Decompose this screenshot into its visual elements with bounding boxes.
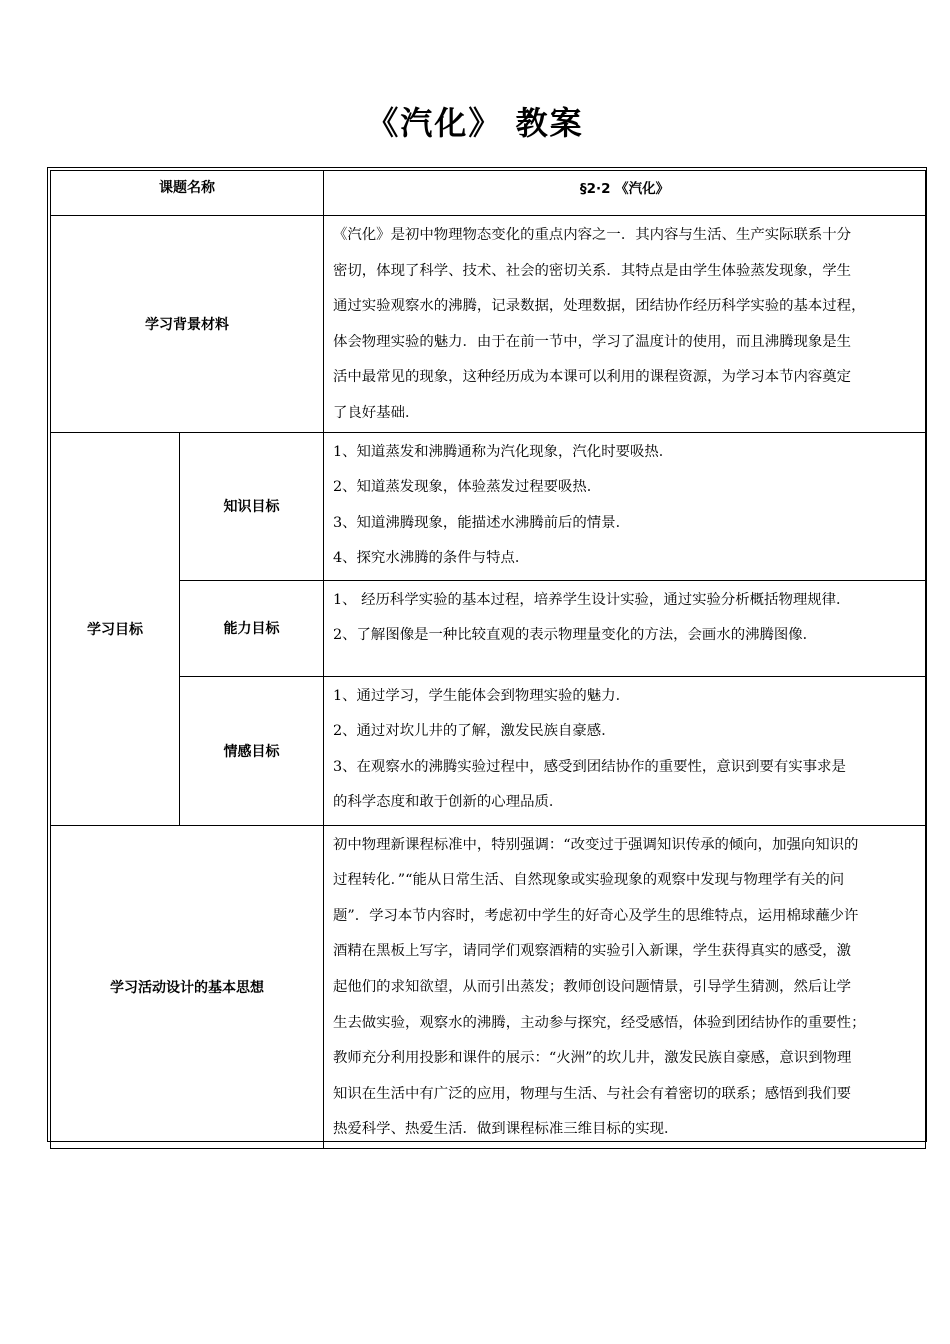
knowledge-goals-list — [324, 432, 926, 580]
topic-label: 课题名称 — [51, 171, 324, 216]
list-item: 2、通过对坎儿井的了解，激发民族自豪感． — [333, 723, 616, 740]
design-line: 过程转化．”“能从日常生活、自然现象或实验现象的观察中发现与物理学有关的问 — [333, 872, 845, 889]
row-design-idea — [51, 825, 926, 1148]
background-line: 密切，体现了科学、技术、社会的密切关系．其特点是由学生体验蒸发现象，学生 — [333, 262, 852, 279]
lesson-plan-table — [50, 170, 926, 1149]
background-line: 活中最常见的现象，这种经历成为本课可以利用的课程资源，为学习本节内容奠定 — [333, 369, 852, 386]
design-line: 热爱科学、热爱生活．做到课程标准三维目标的实现． — [333, 1121, 679, 1138]
background-label: 学习背景材料 — [51, 216, 324, 433]
knowledge-goals-label: 知识目标 — [180, 432, 324, 580]
list-item: 2、了解图像是一种比较直观的表示物理量变化的方法，会画水的沸腾图像． — [333, 627, 818, 644]
list-item: 2、知道蒸发现象，体验蒸发过程要吸热． — [333, 479, 602, 496]
row-emotion-goals — [51, 676, 926, 825]
background-line: 了良好基础． — [333, 404, 420, 421]
design-line: 教师充分利用投影和课件的展示：“火洲”的坎儿井，激发民族自豪感，意识到物理 — [333, 1050, 852, 1067]
design-line: 题”．学习本节内容时，考虑初中学生的好奇心及学生的思维特点，运用棉球蘸少许 — [333, 907, 859, 924]
emotion-goals-list — [324, 676, 926, 825]
row-ability-goals — [51, 580, 926, 676]
row-knowledge-goals — [51, 432, 926, 580]
list-item: 1、知道蒸发和沸腾通称为汽化现象，汽化时要吸热． — [333, 443, 674, 460]
background-line: 通过实验观察水的沸腾，记录数据，处理数据，团结协作经历科学实验的基本过程， — [333, 298, 866, 315]
emotion-goals-label: 情感目标 — [180, 676, 324, 825]
design-idea-label: 学习活动设计的基本思想 — [51, 825, 324, 1148]
list-item: 1、 经历科学实验的基本过程，培养学生设计实验，通过实验分析概括物理规律． — [333, 591, 851, 608]
page-title: 《汽化》 教案 — [366, 104, 584, 142]
list-item: 4、探究水沸腾的条件与特点． — [333, 550, 530, 567]
objectives-label: 学习目标 — [51, 432, 180, 825]
list-item: 3、知道沸腾现象，能描述水沸腾前后的情景． — [333, 514, 630, 531]
topic-value: §2·2 《汽化》 — [324, 171, 926, 216]
row-topic — [51, 171, 926, 216]
background-line: 《汽化》是初中物理物态变化的重点内容之一．其内容与生活、生产实际联系十分 — [333, 227, 852, 243]
list-item: 3、在观察水的沸腾实验过程中，感受到团结协作的重要性，意识到要有实事求是 — [333, 758, 846, 775]
ability-goals-label: 能力目标 — [180, 580, 324, 676]
design-line: 知识在生活中有广泛的应用，物理与生活、与社会有着密切的联系；感悟到我们要 — [333, 1085, 852, 1102]
design-line: 起他们的求知欲望，从而引出蒸发；教师创设问题情景，引导学生猜测，然后让学 — [333, 978, 852, 995]
design-line: 初中物理新课程标准中，特别强调：“改变过于强调知识传承的倾向，加强向知识的 — [333, 836, 859, 853]
background-text — [324, 216, 926, 433]
list-item: 的科学态度和敢于创新的心理品质． — [333, 794, 564, 811]
row-background — [51, 216, 926, 433]
design-line: 酒精在黑板上写字，请同学们观察酒精的实验引入新课，学生获得真实的感受，激 — [333, 943, 852, 960]
design-line: 生去做实验，观察水的沸腾，主动参与探究，经受感悟，体验到团结协作的重要性； — [333, 1014, 866, 1031]
design-idea-text — [324, 825, 926, 1148]
ability-goals-list — [324, 580, 926, 676]
background-line: 体会物理实验的魅力．由于在前一节中，学习了温度计的使用，而且沸腾现象是生 — [333, 333, 852, 350]
list-item: 1、通过学习，学生能体会到物理实验的魅力． — [333, 687, 630, 704]
